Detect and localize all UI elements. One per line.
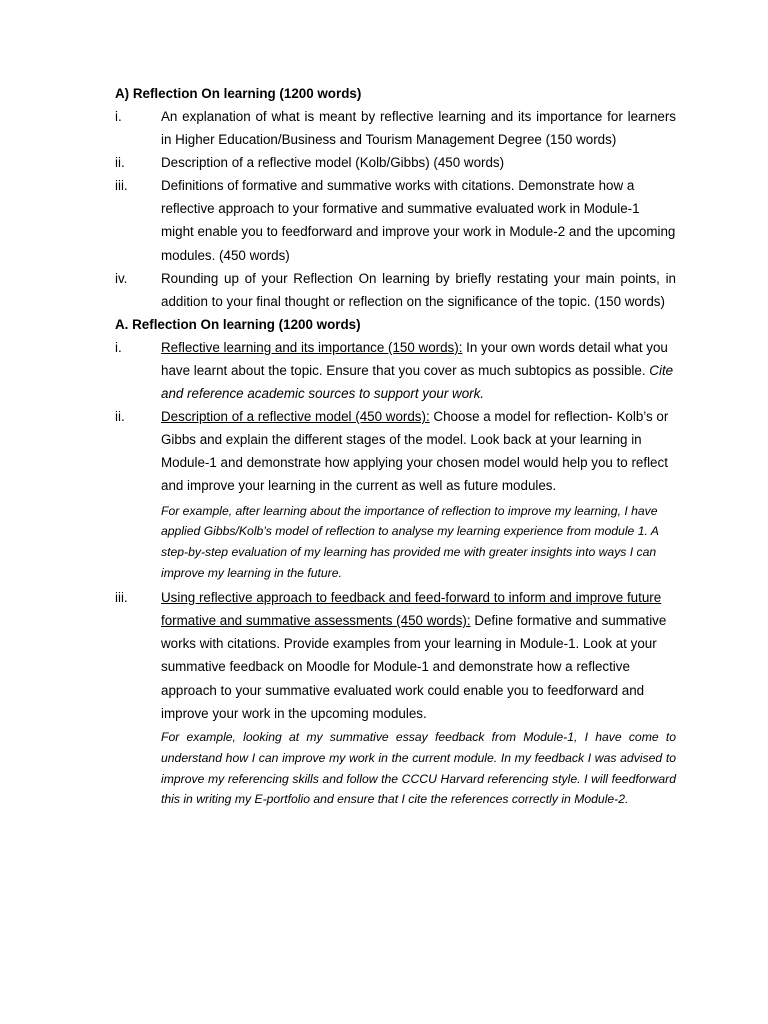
list-item-body (161, 336, 676, 405)
list-item-title: Reflective learning and its importance (150 words): (161, 339, 463, 355)
list-item-text: Define formative and summative works with citations. Provide examples from your learning in Module-1. Look at your summative feedback on Moodle for Module-1 and demonstrate how a reflective approach to your summative evaluated work could enable you to feedforward and improve your work in the upcoming modules. (161, 613, 667, 721)
list-item (115, 336, 676, 405)
list-item-number: iii. (115, 178, 128, 194)
list-item-text: Rounding up of your Reflection On learning by briefly restating your main points, in addition to your final thought or reflection on the significance of the topic. (150 words) (161, 270, 676, 309)
list-item (115, 151, 676, 174)
list-item-italic-note: Cite and reference academic sources to support your work. (161, 362, 674, 402)
list-item-number: ii. (115, 409, 125, 425)
section-heading-1: A) Reflection On learning (1200 words) (115, 86, 362, 101)
list-item (115, 586, 676, 725)
list-item-number: iii. (115, 590, 128, 606)
list-item-number: iv. (115, 270, 128, 286)
list-item-text: Choose a model for reflection- Kolb’s or Gibbs and explain the different stages of the model. Look back at your learning in Module-1 and demonstrate how applying your chosen model would help you to reflect and improve your learning in the current as well as future modules. (161, 409, 669, 494)
list-item (115, 405, 676, 497)
list-item-text: An explanation of what is meant by reflective learning and its importance for learners in Higher Education/Business and Tourism Management Degree (150 words) (161, 109, 676, 148)
list-item-body (161, 586, 676, 725)
list-item-number: ii. (115, 155, 125, 171)
list-item (115, 105, 676, 151)
list-item-number: i. (115, 339, 122, 355)
list-item-text: Description of a reflective model (Kolb/Gibbs) (450 words) (161, 155, 505, 171)
document-page (115, 82, 676, 810)
list-item-number: i. (115, 109, 122, 124)
example-paragraph: For example, after learning about the importance of reflection to improve my learning, I have applied Gibbs/Kolb’s model of reflection to analyse my learning experience from module 1. A step-by-step evaluation of my learning has provided me with greater insights into ways I can improve my learning in the future. (161, 503, 659, 581)
list-item (115, 174, 676, 266)
list-item-title: Description of a reflective model (450 words): (161, 409, 430, 425)
list-item-body (161, 405, 676, 497)
list-item-text: In your own words detail what you have learnt about the topic. Ensure that you cover as much subtopics as possible. (161, 339, 668, 378)
list-item (115, 267, 676, 313)
example-paragraph: For example, looking at my summative essay feedback from Module-1, I have come to understand how I can improve my work in the current module. In my feedback I was advised to improve my referencing skills and follow the CCCU Harvard referencing style. I will feedforward this in writing my E-portfolio and ensure that I cite the references correctly in Module-2. (161, 729, 676, 807)
list-item-text: Definitions of formative and summative works with citations. Demonstrate how a reflective approach to your formative and summative evaluated work in Module-1 might enable you to feedforward and improve your work in Module-2 and the upcoming modules. (450 words) (161, 178, 676, 263)
section-heading-2: A. Reflection On learning (1200 words) (115, 316, 361, 332)
list-item-title: Using reflective approach to feedback and feed-forward to inform and improve future formative and summative assessments (450 words): (161, 590, 662, 629)
